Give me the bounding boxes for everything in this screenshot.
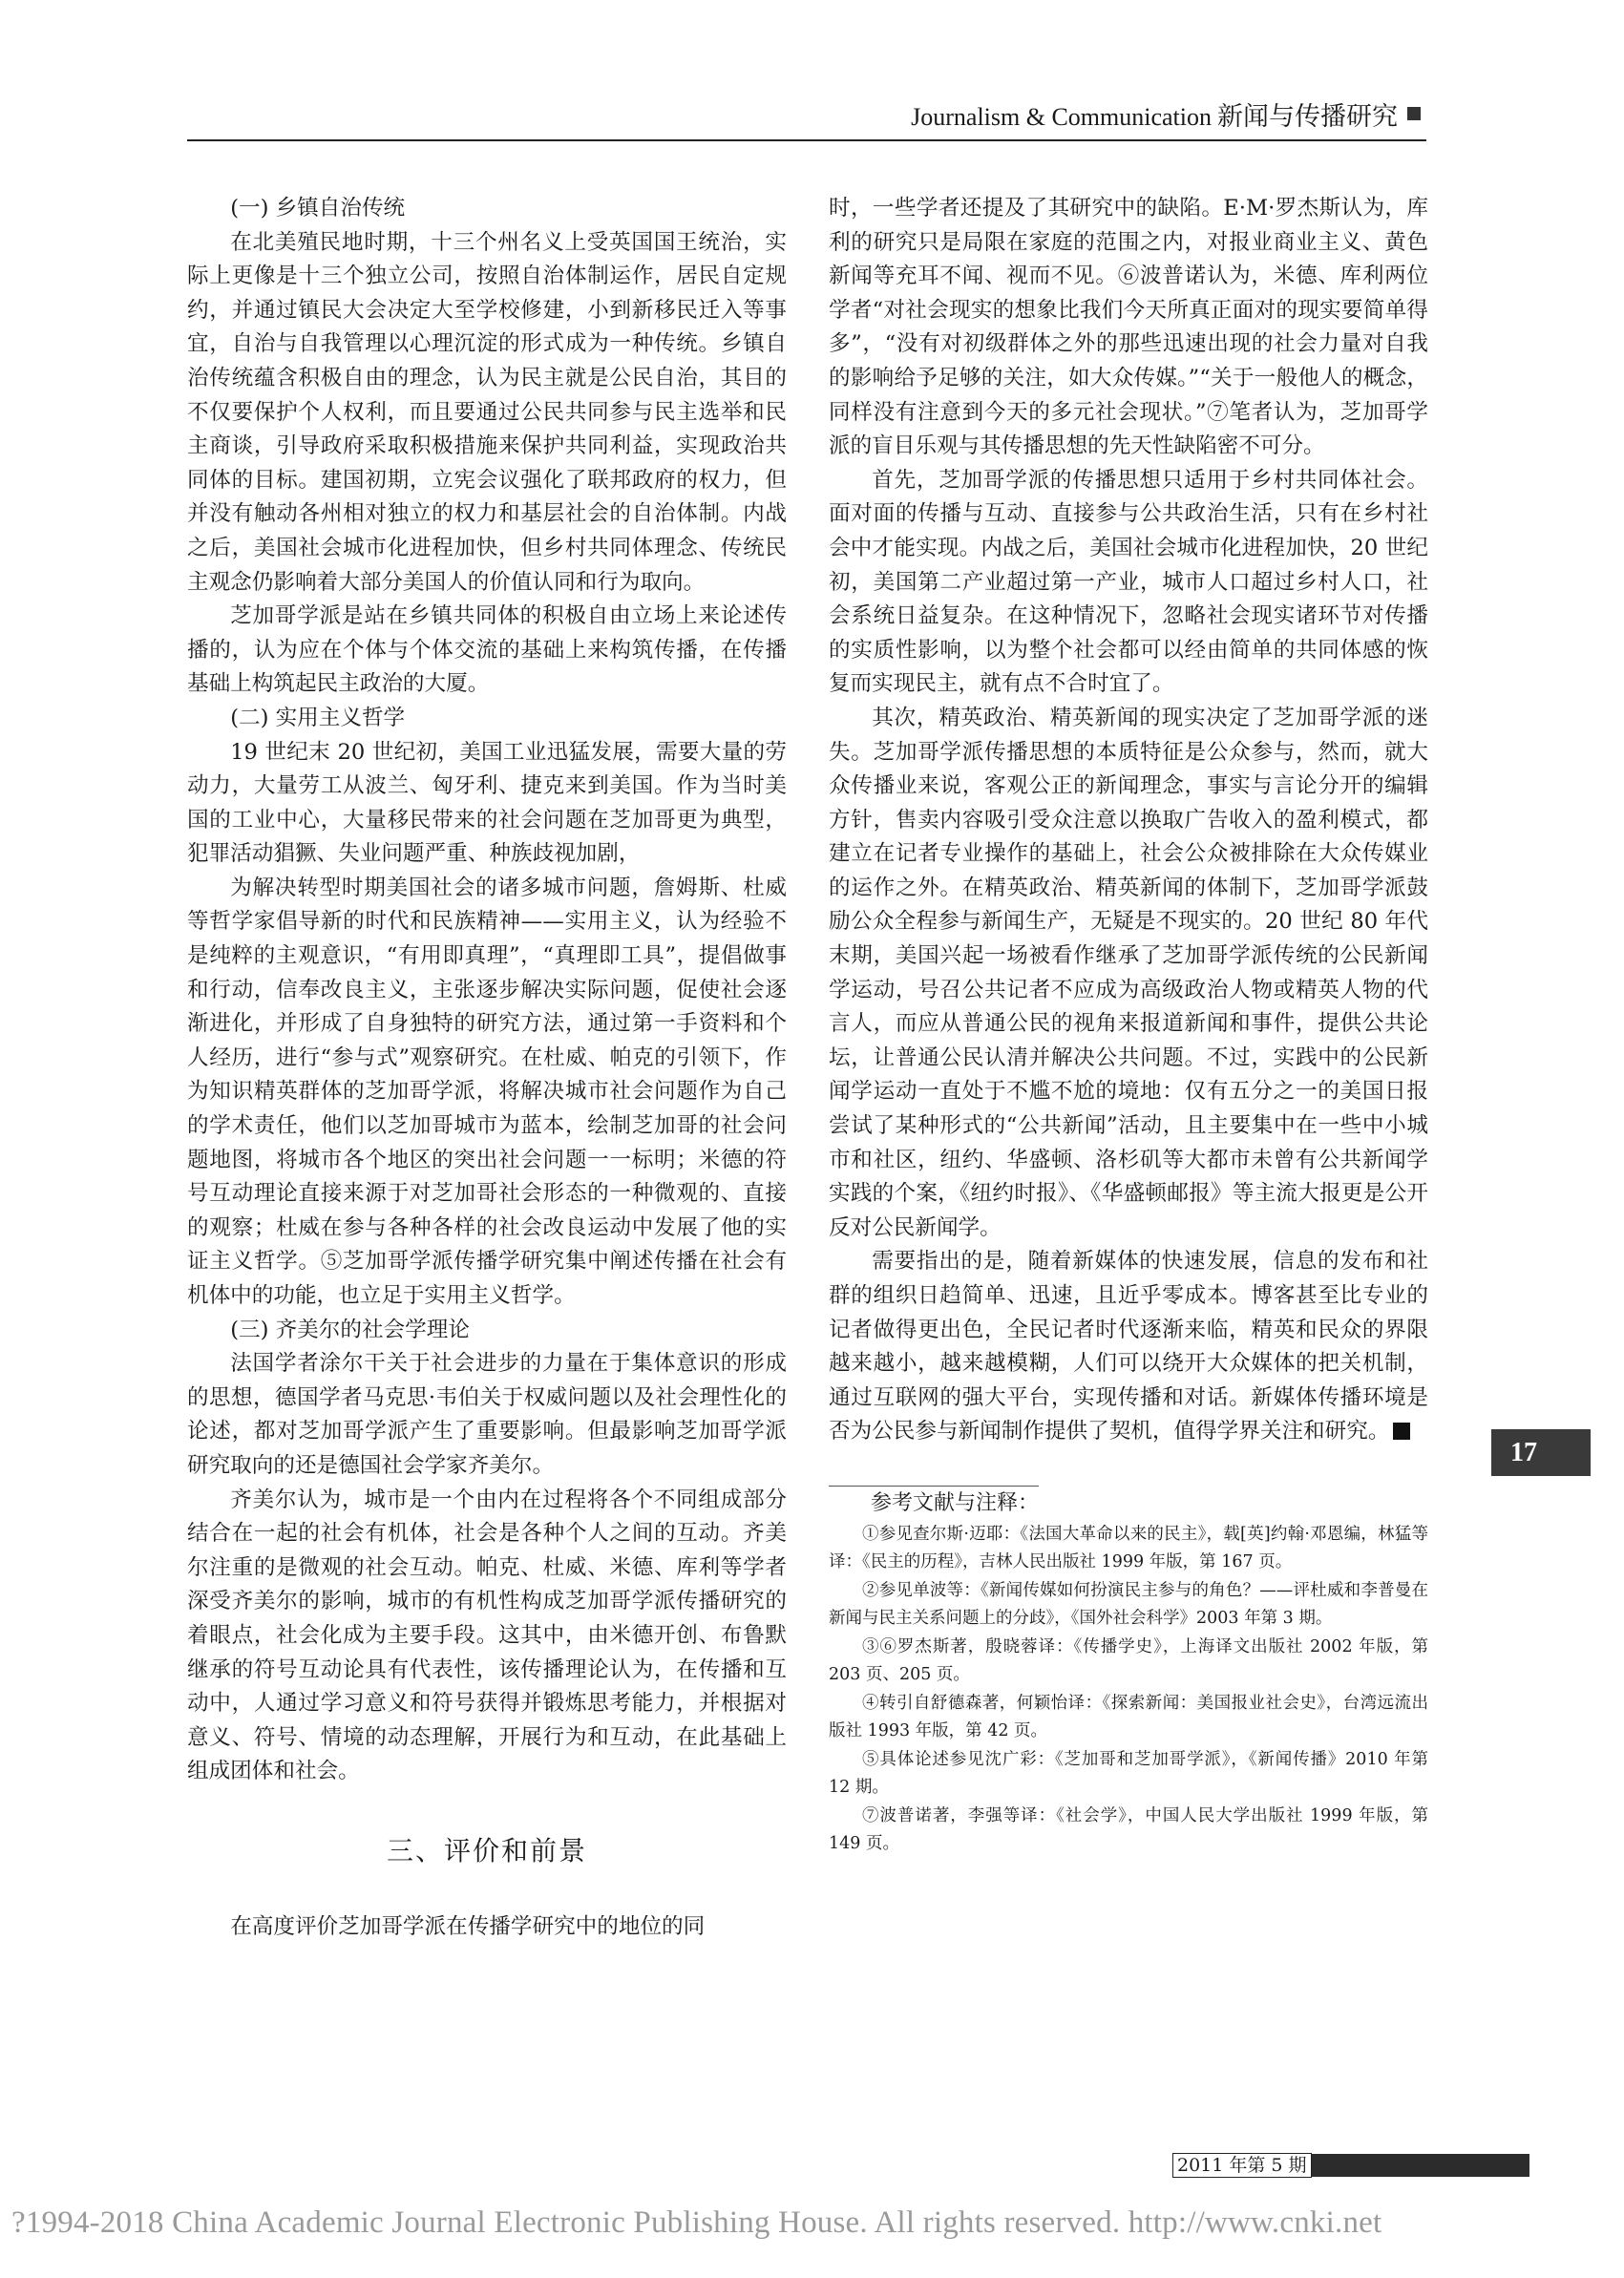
section-heading-pragmatism: (二) 实用主义哲学 — [230, 705, 406, 730]
paragraph: 齐美尔认为，城市是一个由内在过程将各个不同组成部分结合在一起的社会有机体，社会是各种个人之间的互动。齐美尔注重的是微观的社会互动。帕克、杜威、米德、库利等学者深受齐美尔的影响，城市的有机性构成芝加哥学派传播研究的着眼点，社会化成为主要手段。这其中，由米德开创、布鲁默继承的符号互动论具有代表性，该传播理论认为，在传播和互动中，人通过学习意义和符号获得并锻炼思考能力，并根据对意义、符号、情境的动态理解，开展行为和互动，在此基础上组成团体和社会。 — [187, 1487, 787, 1784]
section-heading-evaluation: 三、评价和前景 — [386, 1834, 587, 1867]
reference-item: ②参见单波等：《新闻传媒如何扮演民主参与的角色？——评杜威和李普曼在新闻与民主关系问题上的分歧》，《国外社会科学》2003 年第 3 期。 — [829, 1580, 1428, 1629]
section-heading-simmel: (三) 齐美尔的社会学理论 — [230, 1317, 470, 1342]
paragraph: 首先，芝加哥学派的传播思想只适用于乡村共同体社会。面对面的传播与互动、直接参与公共政治生活，只有在乡村社会中才能实现。内战之后，美国社会城市化进程加快，20 世纪初，美国第二产业超过第一产业，城市人口超过乡村人口，社会系统日益复杂。在这种情况下，忽略社会现实诸环节对传播的实质性影响，以为整个社会都可以经由简单的共同体感的恢复而实现民主，就有点不合时宜了。 — [829, 467, 1428, 697]
paragraph: 在北美殖民地时期，十三个州名义上受英国国王统治，实际上更像是十三个独立公司，按照自治体制运作，居民自定规约，并通过镇民大会决定大至学校修建，小到新移民迁入等事宜，自治与自我管理以心理沉淀的形式成为一种传统。乡镇自治传统蕴含积极自由的理念，认为民主就是公民自治，其目的不仅要保护个人权利，而且要通过公民共同参与民主选举和民主商谈，引导政府采取积极措施来保护共同利益，实现政治共同体的目标。建国初期，立宪会议强化了联邦政府的权力，但并没有触动各州相对独立的权力和基层社会的自治体制。内战之后，美国社会城市化进程加快，但乡村共同体理念、传统民主观念仍影响着大部分美国人的价值认同和行为取向。 — [187, 229, 787, 595]
reference-item: ①参见查尔斯·迈耶：《法国大革命以来的民主》，载[英]约翰·邓恩编，林猛等译：《民主的历程》，吉林人民出版社 1999 年版，第 167 页。 — [829, 1524, 1428, 1572]
header-square-mark — [1407, 107, 1421, 120]
right-column — [829, 192, 1428, 1859]
journal-title-cn: 新闻与传播研究 — [1217, 102, 1398, 132]
paragraph: 19 世纪末 20 世纪初，美国工业迅猛发展，需要大量的劳动力，大量劳工从波兰、匈牙利、捷克来到美国。作为当时美国的工业中心，大量移民带来的社会问题在芝加哥更为典型，犯罪活动猖獗、失业问题严重、种族歧视加剧， — [187, 739, 787, 867]
reference-item: ⑦波普诺著，李强等译：《社会学》，中国人民大学出版社 1999 年版，第 149 页。 — [829, 1805, 1428, 1854]
running-header — [187, 92, 1426, 141]
footer-issue — [1172, 2152, 1529, 2179]
copyright-notice: ?1994-2018 China Academic Journal Electronic Publishing House. All rights reserved. http://www.cnki.net — [11, 2205, 1382, 2240]
paragraph-final-text: 需要指出的是，随着新媒体的快速发展，信息的发布和社群的组织日趋简单、迅速，且近乎零成本。博客甚至比专业的记者做得更出色，全民记者时代逐渐来临，精英和民众的界限越来越小，越来越模糊，人们可以绕开大众媒体的把关机制，通过互联网的强大平台，实现传播和对话。新媒体传播环境是否为公民参与新闻制作提供了契机，值得学界关注和研究。 — [829, 1249, 1428, 1445]
page-number: 17 — [1491, 1429, 1591, 1476]
paragraph: 法国学者涂尔干关于社会进步的力量在于集体意识的形成的思想，德国学者马克思·韦伯关于权威问题以及社会理性化的论述，都对芝加哥学派产生了重要影响。但最影响芝加哥学派研究取向的还是德国社会学家齐美尔。 — [187, 1351, 787, 1478]
left-column — [187, 192, 787, 1944]
paragraph: 芝加哥学派是站在乡镇共同体的积极自由立场上来论述传播的，认为应在个体与个体交流的基础上来构筑传播，在传播基础上构筑起民主政治的大厦。 — [187, 603, 787, 697]
end-mark-icon — [1393, 1423, 1410, 1440]
reference-item: ③⑥罗杰斯著，殷晓蓉译：《传播学史》，上海译文出版社 2002 年版，第 203 页、205 页。 — [829, 1636, 1428, 1685]
issue-label: 2011 年第 5 期 — [1172, 2153, 1312, 2178]
reference-item: ⑤具体论述参见沈广彩：《芝加哥和芝加哥学派》，《新闻传播》2010 年第 12 期。 — [829, 1749, 1428, 1798]
paragraph: 时，一些学者还提及了其研究中的缺陷。E·M·罗杰斯认为，库利的研究只是局限在家庭的范围之内，对报业商业主义、黄色新闻等充耳不闻、视而不见。⑥波普诺认为，米德、库利两位学者“对社会现实的想象比我们今天所真正面对的现实要简单得多”，“没有对初级群体之外的那些迅速出现的社会力量对自我的影响给予足够的关注，如大众传媒。”“关于一般他人的概念，同样没有注意到今天的多元社会现状。”⑦笔者认为，芝加哥学派的盲目乐观与其传播思想的先天性缺陷密不可分。 — [829, 196, 1428, 459]
section-heading-township: (一) 乡镇自治传统 — [230, 196, 406, 221]
journal-title — [911, 95, 1398, 133]
journal-title-en: Journalism & Communication — [911, 103, 1212, 131]
references-title: 参考文献与注释： — [871, 1490, 1040, 1515]
paragraph: 在高度评价芝加哥学派在传播学研究中的地位的同 — [230, 1913, 706, 1939]
paragraph: 其次，精英政治、精英新闻的现实决定了芝加哥学派的迷失。芝加哥学派传播思想的本质特征是公众参与，然而，就大众传播业来说，客观公正的新闻理念，事实与言论分开的编辑方针，售卖内容吸引受众注意以换取广告收入的盈利模式，都建立在记者专业操作的基础上，社会公众被排除在大众传媒业的运作之外。在精英政治、精英新闻的体制下，芝加哥学派鼓励公众全程参与新闻生产，无疑是不现实的。20 世纪 80 年代末期，美国兴起一场被看作继承了芝加哥学派传统的公民新闻学运动，号召公共记者不应成为高级政治人物或精英人物的代言人，而应从普通公民的视角来报道新闻和事件，提供公共论坛，让普通公民认清并解决公共问题。不过，实践中的公民新闻学运动一直处于不尴不尬的境地：仅有五分之一的美国日报尝试了某种形式的“公共新闻”活动，且主要集中在一些中小城市和社区，纽约、华盛顿、洛杉矶等大都市未曾有公共新闻学实践的个案，《纽约时报》、《华盛顿邮报》等主流大报更是公开反对公民新闻学。 — [829, 705, 1428, 1240]
paragraph: 为解决转型时期美国社会的诸多城市问题，詹姆斯、杜威等哲学家倡导新的时代和民族精神——实用主义，认为经验不是纯粹的主观意识，“有用即真理”，“真理即工具”，提倡做事和行动，信奉改良主义，主张逐步解决实际问题，促使社会逐渐进化，并形成了自身独特的研究方法，通过第一手资料和个人经历，进行“参与式”观察研究。在杜威、帕克的引领下，作为知识精英群体的芝加哥学派，将解决城市社会问题作为自己的学术责任，他们以芝加哥城市为蓝本，绘制芝加哥的社会问题地图，将城市各个地区的突出社会问题一一标明；米德的符号互动理论直接来源于对芝加哥社会形态的一种微观的、直接的观察；杜威在参与各种各样的社会改良运动中发展了他的实证主义哲学。⑤芝加哥学派传播学研究集中阐述传播在社会有机体中的功能，也立足于实用主义哲学。 — [187, 875, 787, 1308]
references — [829, 1487, 1428, 1859]
reference-item: ④转引自舒德森著，何颖怡译：《探索新闻：美国报业社会史》，台湾远流出版社 1993 年版，第 42 页。 — [829, 1693, 1428, 1741]
paragraph-final — [829, 1245, 1428, 1449]
footer-bar — [1312, 2154, 1529, 2177]
